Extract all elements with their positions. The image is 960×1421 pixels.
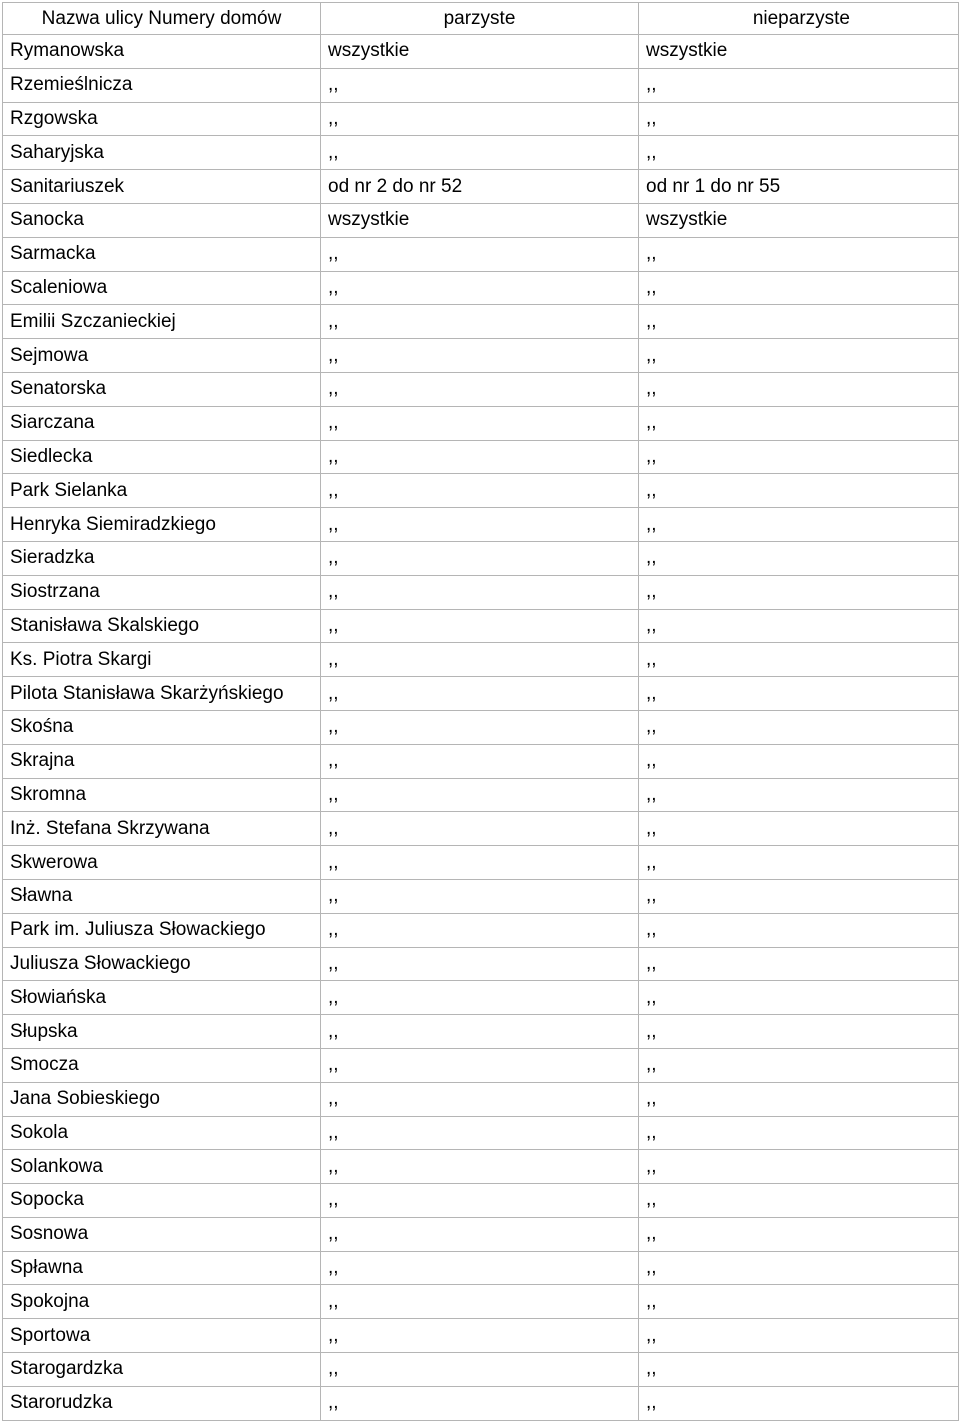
odd-numbers-cell: ,, — [639, 1251, 959, 1285]
odd-numbers-cell: ,, — [639, 305, 959, 339]
street-name-cell: Smocza — [3, 1048, 321, 1082]
even-numbers-cell: ,, — [321, 339, 639, 373]
odd-numbers-cell: ,, — [639, 812, 959, 846]
street-name-cell: Rzgowska — [3, 102, 321, 136]
street-name-cell: Słowiańska — [3, 981, 321, 1015]
even-numbers-cell: ,, — [321, 812, 639, 846]
even-numbers-cell: ,, — [321, 1251, 639, 1285]
street-name-cell: Słupska — [3, 1015, 321, 1049]
table-row — [3, 1319, 959, 1353]
street-name-cell: Starogardzka — [3, 1353, 321, 1387]
street-name-cell: Sportowa — [3, 1319, 321, 1353]
even-numbers-cell: ,, — [321, 68, 639, 102]
odd-numbers-cell: ,, — [639, 1319, 959, 1353]
street-name-cell: Starorudzka — [3, 1386, 321, 1420]
odd-numbers-cell: wszystkie — [639, 35, 959, 69]
table-row — [3, 879, 959, 913]
table-row — [3, 474, 959, 508]
even-numbers-cell: ,, — [321, 643, 639, 677]
even-numbers-cell: ,, — [321, 1150, 639, 1184]
odd-numbers-cell: ,, — [639, 474, 959, 508]
street-name-cell: Skromna — [3, 778, 321, 812]
even-numbers-cell: ,, — [321, 947, 639, 981]
table-row — [3, 981, 959, 1015]
street-name-cell: Siarczana — [3, 406, 321, 440]
street-name-cell: Sławna — [3, 879, 321, 913]
street-name-cell: Sejmowa — [3, 339, 321, 373]
even-numbers-cell: ,, — [321, 406, 639, 440]
even-numbers-cell: ,, — [321, 913, 639, 947]
even-numbers-cell: ,, — [321, 541, 639, 575]
street-name-cell: Rymanowska — [3, 35, 321, 69]
odd-numbers-cell: ,, — [639, 846, 959, 880]
street-name-cell: Inż. Stefana Skrzywana — [3, 812, 321, 846]
table-row — [3, 440, 959, 474]
table-row — [3, 203, 959, 237]
even-numbers-cell: ,, — [321, 677, 639, 711]
even-numbers-cell: ,, — [321, 1184, 639, 1218]
table-row — [3, 541, 959, 575]
table-row — [3, 136, 959, 170]
even-numbers-cell: ,, — [321, 136, 639, 170]
odd-numbers-cell: ,, — [639, 947, 959, 981]
table-row — [3, 1082, 959, 1116]
odd-numbers-cell: ,, — [639, 1150, 959, 1184]
street-name-cell: Park im. Juliusza Słowackiego — [3, 913, 321, 947]
even-numbers-cell: ,, — [321, 609, 639, 643]
table-row — [3, 1048, 959, 1082]
even-numbers-cell: ,, — [321, 1386, 639, 1420]
table-row — [3, 643, 959, 677]
even-numbers-cell: ,, — [321, 1285, 639, 1319]
table-row — [3, 508, 959, 542]
street-name-cell: Sanocka — [3, 203, 321, 237]
table-body — [3, 35, 959, 1421]
even-numbers-cell: wszystkie — [321, 203, 639, 237]
street-numbers-table — [2, 2, 959, 1421]
table-row — [3, 102, 959, 136]
table-row — [3, 1251, 959, 1285]
table-row — [3, 913, 959, 947]
even-numbers-cell: od nr 2 do nr 52 — [321, 170, 639, 204]
street-name-cell: Sopocka — [3, 1184, 321, 1218]
odd-numbers-cell: ,, — [639, 406, 959, 440]
even-numbers-cell: ,, — [321, 744, 639, 778]
street-name-cell: Skośna — [3, 710, 321, 744]
even-numbers-cell: ,, — [321, 879, 639, 913]
even-numbers-cell: ,, — [321, 710, 639, 744]
even-numbers-cell: ,, — [321, 981, 639, 1015]
street-name-cell: Rzemieślnicza — [3, 68, 321, 102]
street-name-cell: Jana Sobieskiego — [3, 1082, 321, 1116]
odd-numbers-cell: ,, — [639, 339, 959, 373]
street-name-cell: Henryka Siemiradzkiego — [3, 508, 321, 542]
even-numbers-cell: ,, — [321, 1015, 639, 1049]
header-street-numbers: Nazwa ulicy Numery domów — [3, 3, 321, 35]
even-numbers-cell: ,, — [321, 271, 639, 305]
odd-numbers-cell: ,, — [639, 609, 959, 643]
table-row — [3, 1150, 959, 1184]
odd-numbers-cell: ,, — [639, 237, 959, 271]
odd-numbers-cell: ,, — [639, 879, 959, 913]
table-row — [3, 575, 959, 609]
table-row — [3, 710, 959, 744]
table-row — [3, 778, 959, 812]
street-name-cell: Skwerowa — [3, 846, 321, 880]
odd-numbers-cell: ,, — [639, 68, 959, 102]
table-row — [3, 1386, 959, 1420]
table-row — [3, 744, 959, 778]
odd-numbers-cell: ,, — [639, 1386, 959, 1420]
even-numbers-cell: ,, — [321, 305, 639, 339]
table-row — [3, 339, 959, 373]
table-row — [3, 1285, 959, 1319]
even-numbers-cell: ,, — [321, 508, 639, 542]
odd-numbers-cell: ,, — [639, 643, 959, 677]
table-row — [3, 609, 959, 643]
odd-numbers-cell: ,, — [639, 981, 959, 1015]
table-row — [3, 1217, 959, 1251]
street-name-cell: Juliusza Słowackiego — [3, 947, 321, 981]
even-numbers-cell: ,, — [321, 575, 639, 609]
odd-numbers-cell: wszystkie — [639, 203, 959, 237]
street-name-cell: Solankowa — [3, 1150, 321, 1184]
table-row — [3, 271, 959, 305]
odd-numbers-cell: ,, — [639, 102, 959, 136]
even-numbers-cell: ,, — [321, 102, 639, 136]
table-header-row — [3, 3, 959, 35]
street-name-cell: Park Sielanka — [3, 474, 321, 508]
even-numbers-cell: ,, — [321, 1353, 639, 1387]
table-row — [3, 305, 959, 339]
even-numbers-cell: ,, — [321, 440, 639, 474]
street-name-cell: Senatorska — [3, 372, 321, 406]
street-name-cell: Spławna — [3, 1251, 321, 1285]
even-numbers-cell: ,, — [321, 372, 639, 406]
table-row — [3, 372, 959, 406]
table-row — [3, 406, 959, 440]
street-name-cell: Emilii Szczanieckiej — [3, 305, 321, 339]
table-row — [3, 170, 959, 204]
street-name-cell: Stanisława Skalskiego — [3, 609, 321, 643]
odd-numbers-cell: ,, — [639, 1353, 959, 1387]
even-numbers-cell: ,, — [321, 1082, 639, 1116]
table-row — [3, 947, 959, 981]
even-numbers-cell: ,, — [321, 1217, 639, 1251]
street-name-cell: Sokola — [3, 1116, 321, 1150]
street-name-cell: Saharyjska — [3, 136, 321, 170]
table-row — [3, 846, 959, 880]
odd-numbers-cell: ,, — [639, 913, 959, 947]
odd-numbers-cell: ,, — [639, 778, 959, 812]
table-row — [3, 1015, 959, 1049]
table-row — [3, 68, 959, 102]
even-numbers-cell: ,, — [321, 846, 639, 880]
even-numbers-cell: ,, — [321, 1116, 639, 1150]
street-name-cell: Sarmacka — [3, 237, 321, 271]
odd-numbers-cell: ,, — [639, 1217, 959, 1251]
table-row — [3, 1353, 959, 1387]
header-even: parzyste — [321, 3, 639, 35]
table-row — [3, 812, 959, 846]
even-numbers-cell: wszystkie — [321, 35, 639, 69]
table-row — [3, 1116, 959, 1150]
table-row — [3, 1184, 959, 1218]
street-name-cell: Scaleniowa — [3, 271, 321, 305]
odd-numbers-cell: ,, — [639, 1116, 959, 1150]
table-row — [3, 237, 959, 271]
even-numbers-cell: ,, — [321, 474, 639, 508]
table-row — [3, 677, 959, 711]
odd-numbers-cell: od nr 1 do nr 55 — [639, 170, 959, 204]
odd-numbers-cell: ,, — [639, 372, 959, 406]
odd-numbers-cell: ,, — [639, 541, 959, 575]
header-odd: nieparzyste — [639, 3, 959, 35]
street-name-cell: Siostrzana — [3, 575, 321, 609]
street-name-cell: Pilota Stanisława Skarżyńskiego — [3, 677, 321, 711]
street-name-cell: Sieradzka — [3, 541, 321, 575]
odd-numbers-cell: ,, — [639, 710, 959, 744]
street-name-cell: Skrajna — [3, 744, 321, 778]
odd-numbers-cell: ,, — [639, 1184, 959, 1218]
odd-numbers-cell: ,, — [639, 1015, 959, 1049]
table-row — [3, 35, 959, 69]
odd-numbers-cell: ,, — [639, 508, 959, 542]
odd-numbers-cell: ,, — [639, 575, 959, 609]
odd-numbers-cell: ,, — [639, 136, 959, 170]
street-name-cell: Sosnowa — [3, 1217, 321, 1251]
even-numbers-cell: ,, — [321, 778, 639, 812]
even-numbers-cell: ,, — [321, 237, 639, 271]
street-name-cell: Spokojna — [3, 1285, 321, 1319]
odd-numbers-cell: ,, — [639, 1285, 959, 1319]
street-name-cell: Siedlecka — [3, 440, 321, 474]
even-numbers-cell: ,, — [321, 1319, 639, 1353]
street-name-cell: Ks. Piotra Skargi — [3, 643, 321, 677]
odd-numbers-cell: ,, — [639, 440, 959, 474]
even-numbers-cell: ,, — [321, 1048, 639, 1082]
street-name-cell: Sanitariuszek — [3, 170, 321, 204]
odd-numbers-cell: ,, — [639, 744, 959, 778]
odd-numbers-cell: ,, — [639, 1082, 959, 1116]
odd-numbers-cell: ,, — [639, 1048, 959, 1082]
odd-numbers-cell: ,, — [639, 271, 959, 305]
odd-numbers-cell: ,, — [639, 677, 959, 711]
